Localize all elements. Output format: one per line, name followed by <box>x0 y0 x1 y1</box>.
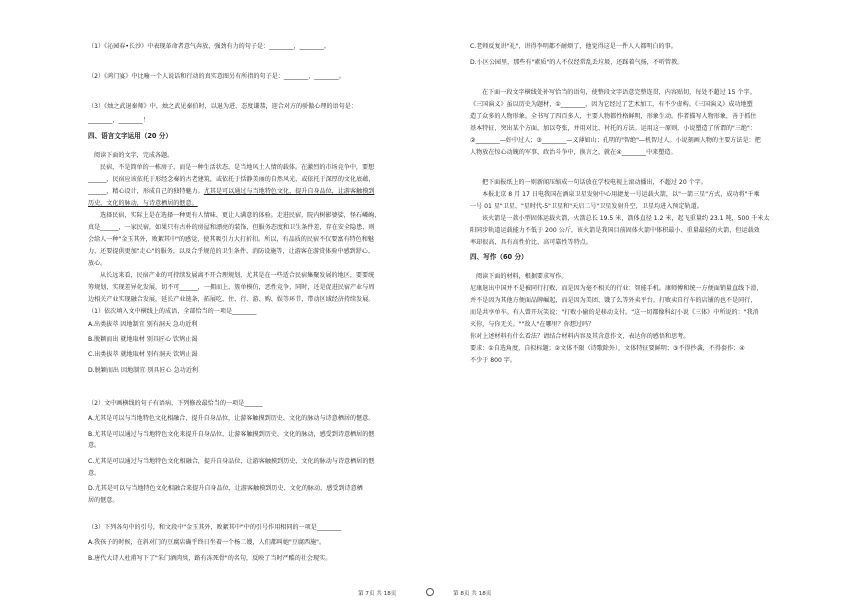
page-number-right: 第 8页 共 18页 <box>453 591 492 597</box>
question-c-line1: （3）《烛之武退秦师》中，烛之武见秦伯时，以退为进，态度谦恭，迎合对方的骄傲心理的语句是： <box>88 103 357 110</box>
option-3c: C.老师反复讲"礼"，讲得李明都不耐烦了，他觉得这是一件人人都明白的事。 <box>470 43 677 50</box>
news-line: 阳同步轨道运载能力不低于 200 公斤。该火箭是我国目前固体火箭中体积最小、重量最轻的火箭，但运载效 <box>470 227 760 234</box>
writing-intro: 阅读下面的材料，根据要求写作。 <box>476 273 568 280</box>
question-c-line2: ________，________！ <box>88 117 149 124</box>
passage-line: ______，民宿应该依托于形经念奏的古老建筑，或依托于恬静美丽的自然风光，或依托于深厚的文化底蕴， <box>88 176 375 183</box>
passage-line: 真是______，一家民宿，如果只有古朴的房屋和漂亮的装饰，但服务态度和卫生条件差，存在安全隐患，则 <box>88 224 375 231</box>
option-2c: C.尤其是可以通过与当地特色文化相融合，提升自身品位，让游客触摸到历史、文化的脉动与诗意栖居的惬 <box>88 458 375 465</box>
news-line: 率却很高，具有高性价比、高可靠性等特点。 <box>470 239 592 246</box>
passage-line: 《三国演义》虽以历史为题材，①________，因为它经过了艺术加工，有不少虚构。《三国演义》成功地塑 <box>470 101 753 108</box>
writing-material: 尼康退出中国并不是被同行打败，而是因为毫不相关的行业：智能手机。康师傅和统一方便面销量直线下滑， <box>470 285 763 292</box>
news-line: 本报北京 8 月 17 日电我国在酒泉卫星发射中心用捷龙一号运载火箭，以"一箭三星"方式，成功将"千乘 <box>482 191 760 198</box>
page-number-left: 第 7页 共 18页 <box>358 591 397 597</box>
news-line: 该火箭是一款小型固体运载火箭，火箭总长 19.5 米，箭体直径 1.2 米，起飞重量约 23.1 吨，500 千米太 <box>482 215 770 222</box>
question-4: 在下面一段文字横线处补写恰当的语句，使整段文字语意完整连贯，内容贴切，每处不超过 15 个字。 <box>482 89 756 96</box>
option-2d: D.尤其是可以与当地特色文化相融合来提升自身品位，让游客触摸到历史、文化的脉动，感受到诗意栖 <box>88 485 363 492</box>
passage-line: 会给人一种"金玉其外，败絮其中"的感觉，使其吸引力大打折扣。所以，有品质的民宿不仅要富有特色和魅 <box>88 236 374 243</box>
underlined-sentence: 尤其是可以通过与当地特色文化，提升自身品位，让游客触摸到 <box>203 188 375 195</box>
option-1b: B.脱颖而出 就地取材 别具匠心 饮鸩止渴 <box>88 336 198 343</box>
reading-intro: 阅读下面的文字，完成各题。 <box>94 152 174 159</box>
option-2b: B.尤其是可以通过与当地特色文化来提升自身品位，让游客触摸到历史、文化的脉动，感受到诗意栖居的惬 <box>88 431 375 438</box>
underlined-sentence: 历史、文化的脉动，与诗意栖居的惬意。 <box>88 200 198 207</box>
writing-requirements: 不少于 800 字。 <box>470 357 516 364</box>
question-b: （2）《鸿门宴》中比喻一个人说话和行动的真实意图另有所指的句子是：________，________。 <box>88 73 345 80</box>
passage-line: 民宿，不是简单的一栋房子，而是一种生活状态，是当地风土人情的载体。在激烈的市场竞争中，要想 <box>100 164 375 171</box>
passage-line: ②________—奸中过人；③________—义薄如山；孔明的"智绝"—机智过人。小说刻画人物的主要方法是：把 <box>470 137 761 144</box>
writing-prompt: 你对上述材料有什么看法？请结合材料内容及其含意作文，表达你的感悟和思考。 <box>470 333 690 340</box>
passage-line: 边相关产业实现融合发展，延长产业链条，拓展吃、住、行、游、购、娱等环节，带动区域经济持续发展。 <box>88 296 375 303</box>
section-heading-writing: 四、写作（60 分） <box>470 253 528 261</box>
question-5: 把下面报纸上的一则新闻压缩成一句话放在学校电视上滚动播出，不超过 20 个字。 <box>482 179 707 186</box>
passage-line: 从长远来看，民宿产业的可持续发展离不开合理规划，尤其是在一些适合民宿集聚发展的地区，要要统 <box>100 272 375 279</box>
question-a: （1）《沁园春•长沙》中表现革命者意气奔放，强劲有力的句子是：________，________。 <box>88 43 331 50</box>
option-3a: A.我孩子的时候，在斜对门的豆腐店确乎终日坐着一个杨二嫂，人们都叫她"豆腐西施"。 <box>88 539 326 546</box>
option-3b: B.唐代大诗人杜甫写下了"朱门酒肉臭，路有冻死骨"的名句，反映了当时严酷的社会现实。 <box>88 555 332 562</box>
writing-material: 灭你，与你无关。""敌人"在哪里？你想过吗？ <box>470 321 595 328</box>
passage-line: 造了众多的人物形象。全书写了四百多人，主要人物都性格鲜明，形象生动。作者描写人物形象，善于抓住 <box>470 113 757 120</box>
writing-material: 而是共享单车。有人曾开玩笑说："打败小偷的是移动支付。"这一切都像科幻小说《三体》中所说的："我消 <box>470 309 759 316</box>
question-3: （3）下列各句中的引号，和文段中"金玉其外，败絮其中"中的引号作用相同的一项是________ <box>88 524 342 531</box>
passage-line: 筹规划，实现差异化发展，切不可______，一拥而上，簇单模仿，恶性竞争，同时，还是促进民宿产业与周 <box>88 284 375 291</box>
news-line: 一号 01 星"卫星、"星时代-5"卫星和"天启二号"卫星发射升空，卫星均进入预定轨道。 <box>470 203 703 210</box>
option-1a: A.出类拔萃 因地制宜 别有洞天 急功近利 <box>88 321 198 328</box>
passage-line: 力，还要提供更加"走心"的服务，以及合乎规范的卫生条件、消防设施等，让游客在游赏体验中感到舒心、 <box>88 248 374 255</box>
passage-line: 基本特征，突出某个方面，加以夸张，并用对比、衬托的方法。运用这一原则，小说塑造了所谓的"三绝"： <box>470 125 756 132</box>
binding-circle-icon <box>426 588 434 596</box>
option-2a: A.尤其是可以与当地特色文化相融合，提升自身品位，让游客触摸到历史、文化的脉动与诗意栖居的惬意。 <box>88 415 375 422</box>
option-2b-cont: 意。 <box>88 442 101 449</box>
writing-requirements: 要求：①自选角度，自拟标题；②文体不限（诗歌除外），文体特征要鲜明；③不得抄袭，不得套作；④ <box>470 345 745 352</box>
writing-material: 并不是因为其他方便面品牌崛起，而是因为美团、饿了么等外卖平台。打败卖自行车的店铺的也不是同行， <box>470 297 757 304</box>
passage-line: 人物放在惊心动魄的军事、政治斗争中，换言之，就在④________中来塑造。 <box>470 149 677 156</box>
option-2d-cont: 居的惬意。 <box>88 497 119 504</box>
option-3d: D.小区公园里，那些有"素质"的人不仅经常乱丢垃圾，还踩着气扬，不听管教。 <box>470 59 684 66</box>
passage-line: 选择民宿，实际上是在选择一种更有人情味、更让人满意的体验。走进民宿，院内树影婆娑，怪石嶙峋， <box>100 212 381 219</box>
question-2: （2）文中画横线的句子有语病，下列修改最恰当的一项是______ <box>88 400 263 407</box>
option-2c-cont: 意。 <box>88 470 101 477</box>
section-heading-language: 四、语言文字运用（20 分） <box>88 132 173 140</box>
option-1d: D.脱颖而出 因地制宜 别具匠心 急功近利 <box>88 367 198 374</box>
passage-line: ______，精心设计，形成自己的独特魅力。 <box>88 188 204 195</box>
passage-line: 放心。 <box>88 260 107 267</box>
question-1: （1）依次填入文中横线上的成语，全部恰当的一项是________ <box>88 308 257 315</box>
option-1c: C.出类拔萃 就地取材 别有洞天 饮鸩止渴 <box>88 351 198 358</box>
